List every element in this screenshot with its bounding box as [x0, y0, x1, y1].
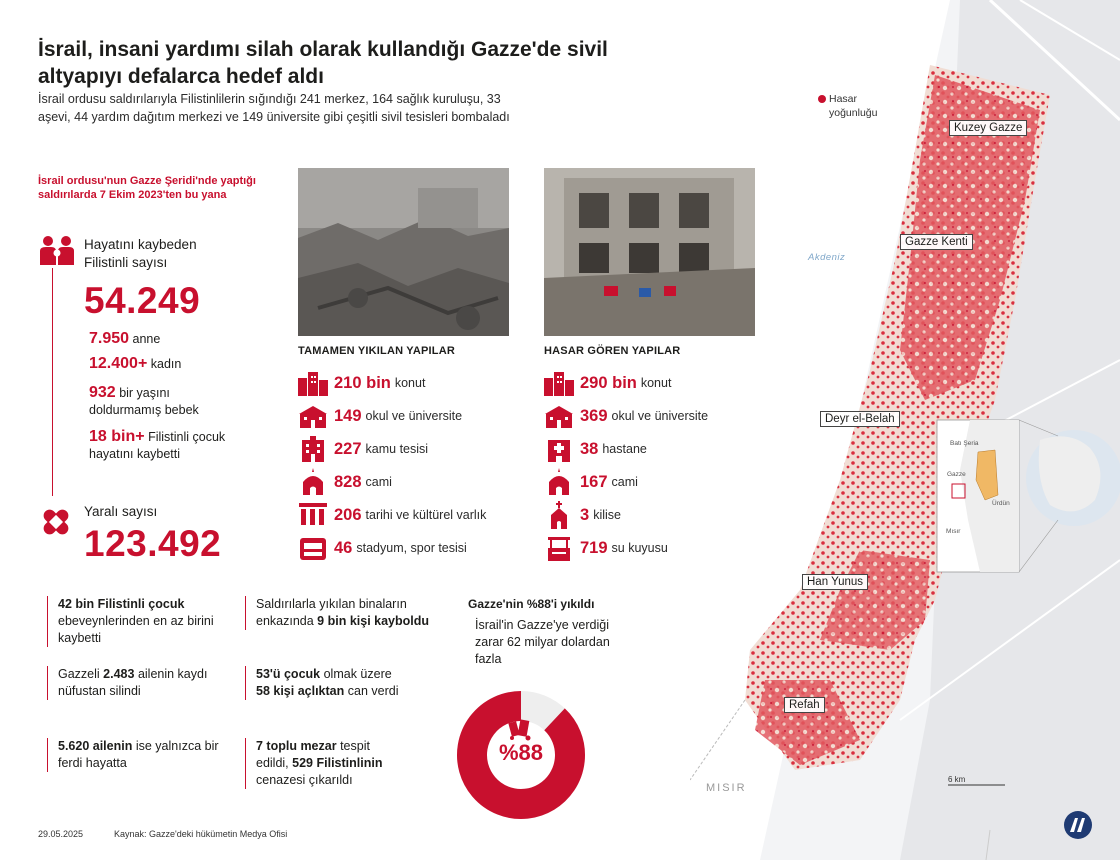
page-subtitle: İsrail ordusu saldırılarıyla Filistinlilerin sığındığı 241 merkez, 164 sağlık kuruluşu, 33 aşevi, 44 yardım dağıtım merkezi ve 149 üniversite gibi çeşitli sivil tesisleri bombaladı [38, 92, 510, 124]
destroyed-row-historic: 206 tarihi ve kültürel varlık [296, 500, 486, 530]
stat-infants: 932 bir yaşını doldurmamış bebek [89, 384, 199, 417]
buildings-icon [296, 369, 330, 397]
city-kuzey-gazze: Kuzey Gazze [949, 120, 1027, 136]
damaged-row-churches: 3 kilise [542, 500, 621, 530]
city-deyr-el-belah: Deyr el-Belah [820, 411, 900, 427]
destroyed-row-public: 227 kamu tesisi [296, 434, 428, 464]
city-han-yunus: Han Yunus [802, 574, 868, 590]
destroyed-row-stadiums: 46 stadyum, spor tesisi [296, 533, 467, 563]
footer-date: 29.05.2025 [38, 829, 84, 839]
fact-mass-graves: 7 toplu mezar tespit edildi, 529 Filistinlinin cenazesi çıkarıldı [245, 738, 405, 789]
church-icon [542, 501, 576, 529]
fact-missing: Saldırılarla yıkılan binaların enkazında 9 bin kişi kayboldu [245, 596, 435, 630]
well-icon [542, 534, 576, 562]
egypt-label: MISIR [706, 782, 747, 794]
donut-percent-label: %88 [498, 740, 544, 765]
sea-label: Akdeniz [808, 252, 846, 263]
public-building-icon [296, 435, 330, 463]
stat-children: 18 bin+ Filistinli çocuk hayatını kaybetti [89, 428, 226, 461]
school-icon [542, 402, 576, 430]
fact-single-survivor: 5.620 ailenin ise yalnızca bir ferdi hayatta [47, 738, 237, 772]
stadium-icon [296, 534, 330, 562]
fact-orphans: 42 bin Filistinli çocuk ebeveynlerinden en az birini kaybetti [47, 596, 237, 647]
stat-women: 12.400+ kadın [89, 355, 182, 372]
buildings-icon [542, 369, 576, 397]
map-legend: Hasar yoğunluğu [829, 93, 878, 119]
destroyed-heading: TAMAMEN YIKILAN YAPILAR [298, 345, 455, 357]
school-icon [296, 402, 330, 430]
aa-logo-icon [1063, 810, 1093, 840]
bandage-icon [38, 504, 74, 540]
since-note: İsrail ordusu'nun Gazze Şeridi'nde yaptığı saldırılarda 7 Ekim 2023'ten bu yana [38, 175, 256, 201]
damaged-row-mosques: 167 cami [542, 467, 638, 497]
legend-dot [818, 95, 826, 103]
damaged-heading: HASAR GÖREN YAPILAR [544, 345, 681, 357]
rubble-photo [298, 168, 509, 336]
family-icon [38, 235, 76, 267]
killed-label: Hayatını kaybeden Filistinli sayısı [84, 237, 197, 270]
injured-value: 123.492 [84, 523, 222, 564]
injured-label: Yaralı sayısı [84, 504, 158, 519]
inset-egypt: Mısır [946, 528, 961, 535]
destroyed-row-schools: 149 okul ve üniversite [296, 401, 462, 431]
gaza-damage-map [690, 0, 1120, 860]
damaged-row-wells: 719 su kuyusu [542, 533, 668, 563]
hospital-icon [542, 435, 576, 463]
stat-mothers: 7.950 anne [89, 330, 161, 347]
damaged-row-housing: 290 bin konut [542, 368, 671, 398]
inset-westbank: Batı Şeria [950, 440, 979, 447]
rubble-icon [508, 719, 530, 740]
casualty-timeline [52, 268, 53, 496]
fact-families-erased: Gazzeli 2.483 ailenin kaydı nüfustan silindi [47, 666, 237, 700]
donut-description: İsrail'in Gazze'ye verdiği zarar 62 milyar dolardan fazla [475, 618, 610, 666]
inset-gaza: Gazze [947, 471, 966, 478]
destroyed-row-housing: 210 bin konut [296, 368, 425, 398]
inset-jordan: Ürdün [992, 500, 1010, 507]
fact-starvation: 53'ü çocuk olmak üzere 58 kişi açlıktan can verdi [245, 666, 405, 700]
damaged-row-schools: 369 okul ve üniversite [542, 401, 708, 431]
city-refah: Refah [784, 697, 825, 713]
mosque-icon [542, 468, 576, 496]
destroyed-row-mosques: 828 cami [296, 467, 392, 497]
footer-source: Kaynak: Gazze'deki hükümetin Medya Ofisi [114, 829, 288, 839]
city-gazze-kenti: Gazze Kenti [900, 234, 973, 250]
page-title: İsrail, insani yardımı silah olarak kullandığı Gazze'de sivil altyapıyı defalarca hedef aldı [38, 38, 608, 88]
damaged-building-photo [544, 168, 755, 336]
damaged-row-hospitals: 38 hastane [542, 434, 647, 464]
donut-title: Gazze'nin %88'i yıkıldı [468, 597, 595, 611]
historic-icon [296, 501, 330, 529]
mosque-icon [296, 468, 330, 496]
scale-label: 6 km [948, 775, 966, 784]
killed-value: 54.249 [84, 280, 201, 321]
